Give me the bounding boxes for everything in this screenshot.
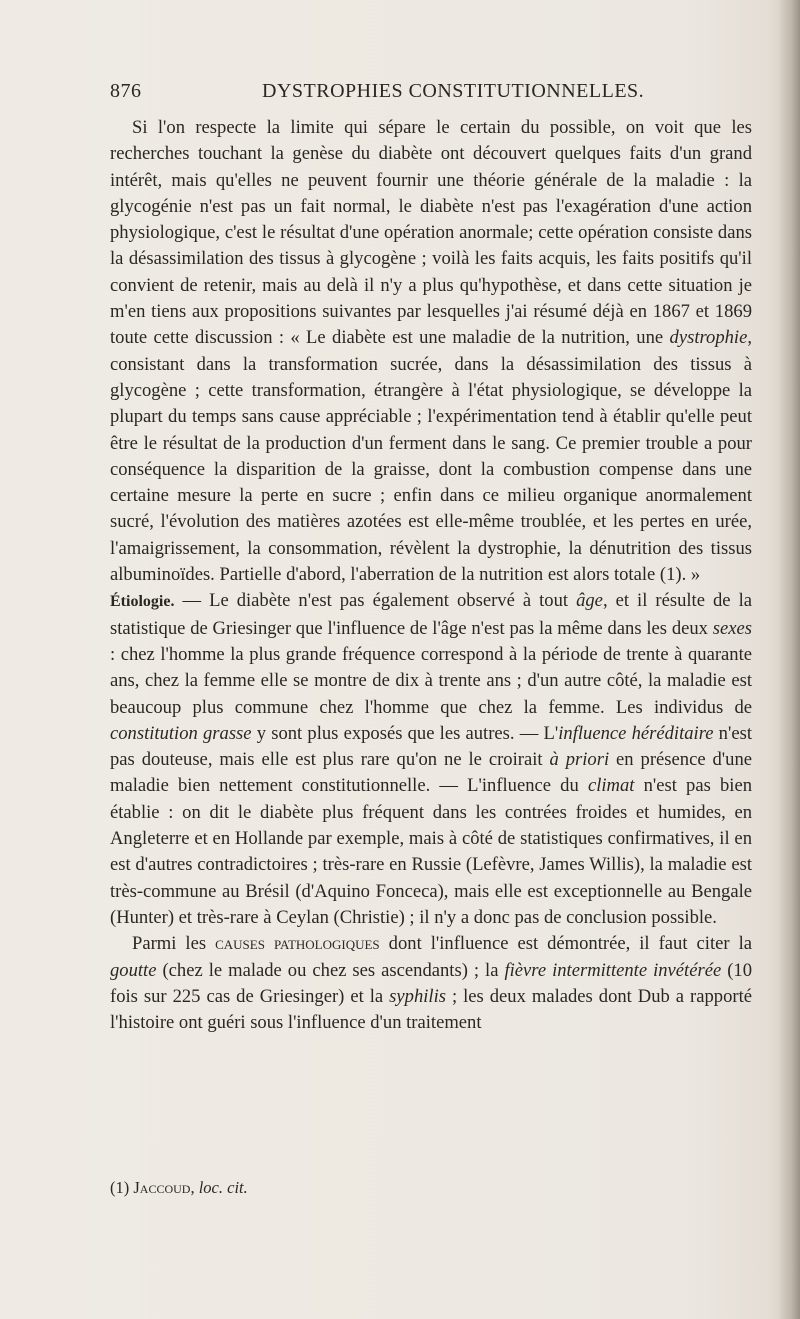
footnote-marker: (1) bbox=[110, 1178, 130, 1197]
running-head: DYSTROPHIES CONSTITUTIONNELLES. bbox=[262, 80, 645, 102]
footnote: (1) Jaccoud, loc. cit. bbox=[110, 1178, 248, 1197]
paragraph-1: Si l'on respecte la limite qui sépare le certain du possible, on voit que les recherches touchant la genèse du diabète ont découvert quelques faits d'un grand intérêt, mais qu'elles ne peuvent fournir une théorie générale de la maladie : la glycogénie n'est pas un fait normal, le diabète n'est pas l'exagération d'une action physiologique, c'est le résultat d'une opération anormale; cette opération consiste dans la désassimilation des tissus à glycogène ; voilà les faits acquis, les faits positifs qu'il convient de retenir, mais au delà il n'y a plus qu'hypothèse, et dans cette situation je m'en tiens aux propositions suivantes par lesquelles j'ai résumé déjà en 1867 et 1869 toute cette discussion : « Le diabète est une maladie de la nutrition, une dystrophie, consistant dans la transformation sucrée, dans la désassimilation des tissus à glycogène ; cette transformation, étrangère à l'état physiologique, se développe la plupart du temps sans cause appréciable ; l'expérimentation tend à établir qu'elle peut être le résultat de la production d'un ferment dans le sang. Ce premier trouble a pour conséquence la disparition de la graisse, dont la combustion compense dans une certaine mesure la perte en sucre ; enfin dans ce milieu organique anormalement sucré, l'évolution des matières azotées est elle-même troublée, et les pertes en urée, l'amaigrissement, la consommation, révèlent la dystrophie, la dénutrition des tissus albuminoïdes. Partielle d'abord, l'aberration de la nutrition est alors totale (1). » bbox=[110, 117, 752, 586]
section-heading-etiologie: Étiologie. bbox=[110, 593, 175, 611]
paragraph-etiologie: Étiologie. — Le diabète n'est pas également observé à tout âge, et il résulte de la statistique de Griesinger que l'influence de l'âge n'est pas la même dans les deux sexes : chez l'homme la plus grande fréquence correspond à la période de trente à quarante ans, chez la femme elle se montre de dix à trente ans ; d'un autre côté, la maladie est beaucoup plus commune chez l'homme que chez la femme. Les individus de constitution grasse y sont plus exposés que les autres. — L'influence héréditaire n'est pas douteuse, mais elle est plus rare qu'on ne le croirait à priori en présence d'une maladie bien nettement constitutionnelle. — L'influence du climat n'est pas bien établie : on dit le diabète plus fréquent dans les contrées froides et humides, en Angleterre et en Hollande par exemple, mais à côté de statistiques confirmatives, il en est d'autres contradictoires ; très-rare en Russie (Lefèvre, James Willis), la maladie est très-commune au Brésil (d'Aquino Fonceca), mais elle est exceptionnelle au Bengale (Hunter) et très-rare à Ceylan (Christie) ; il n'y a donc pas de conclusion possible. bbox=[110, 590, 752, 928]
page-edge-shadow bbox=[778, 0, 800, 1319]
footnote-author: Jaccoud bbox=[133, 1178, 191, 1197]
body-text bbox=[110, 115, 752, 1036]
paragraph-3: Parmi les causes pathologiques dont l'influence est démontrée, il faut citer la goutte (chez le malade ou chez ses ascendants) ; la fièvre intermittente invétérée (10 fois sur 225 cas de Griesinger) et la syphilis ; les deux malades dont Dub a rapporté l'histoire ont guéri sous l'influence d'un traitement bbox=[110, 933, 752, 1034]
page-number: 876 bbox=[110, 80, 142, 102]
page-header bbox=[110, 80, 750, 110]
footnote-ref: loc. cit. bbox=[198, 1178, 248, 1197]
